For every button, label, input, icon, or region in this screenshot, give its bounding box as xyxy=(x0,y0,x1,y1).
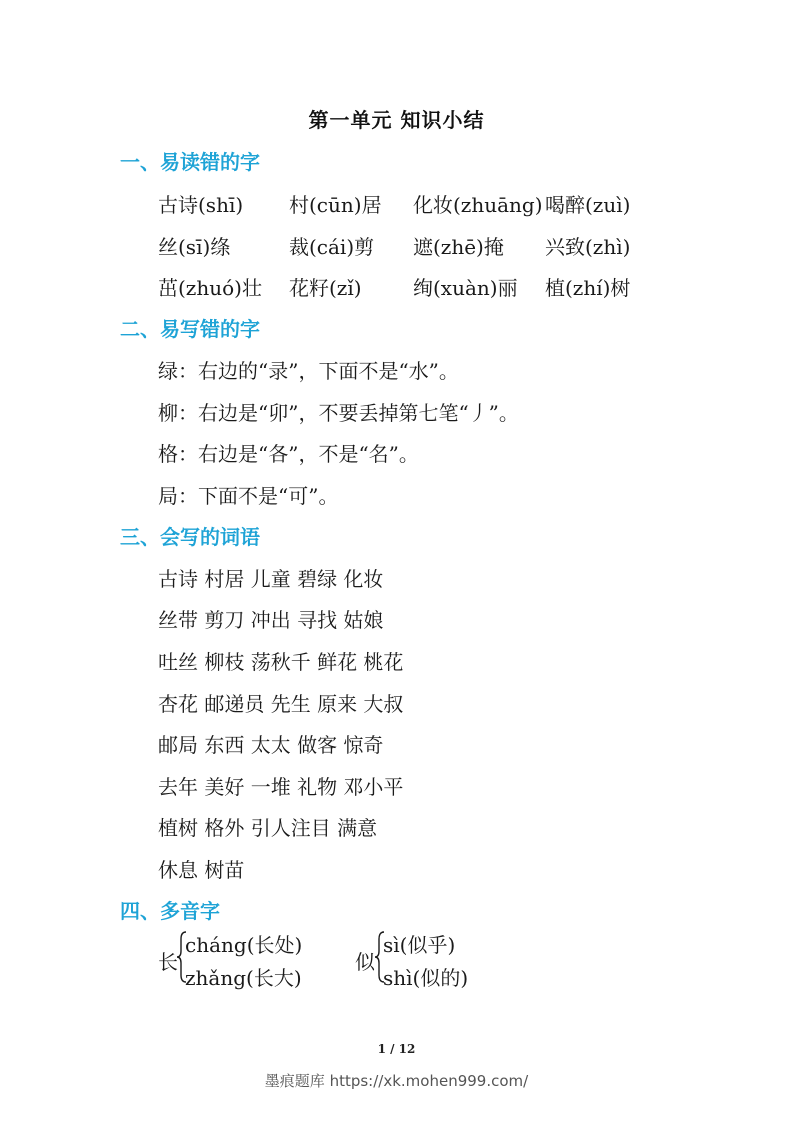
vocabulary-line: 吐丝 柳枝 荡秋千 鲜花 桃花 xyxy=(158,650,404,674)
vocabulary-line: 丝带 剪刀 冲出 寻找 姑娘 xyxy=(158,608,384,632)
misread-item: 丝(sī)绦 xyxy=(158,235,231,259)
vocabulary-line: 杏花 邮递员 先生 原来 大叔 xyxy=(158,692,404,716)
watermark: 墨痕题库 https://xk.mohen999.com/ xyxy=(264,1072,529,1090)
polyphonic-group xyxy=(158,929,358,989)
polyphonic-reading: cháng(长处) xyxy=(185,933,303,957)
misread-item: 喝醉(zuì) xyxy=(545,193,631,217)
misread-item: 绚(xuàn)丽 xyxy=(413,276,518,300)
section-heading-polyphonic: 四、多音字 xyxy=(120,899,220,923)
polyphonic-char: 长 xyxy=(158,950,178,974)
miswritten-line: 绿：右边的“录”，下面不是“水”。 xyxy=(158,359,459,383)
page-number: 1 / 12 xyxy=(377,1042,416,1056)
miswritten-line: 柳：右边是“卯”，不要丢掉第七笔“丿”。 xyxy=(158,401,519,425)
miswritten-line: 局：下面不是“可”。 xyxy=(158,484,339,508)
polyphonic-reading: shì(似的) xyxy=(383,966,469,990)
misread-item: 裁(cái)剪 xyxy=(289,235,375,259)
misread-item: 花籽(zǐ) xyxy=(289,276,362,300)
vocabulary-line: 去年 美好 一堆 礼物 邓小平 xyxy=(158,775,404,799)
misread-item: 化妆(zhuāng) xyxy=(413,193,543,217)
vocabulary-line: 休息 树苗 xyxy=(158,858,245,882)
polyphonic-char: 似 xyxy=(355,950,375,974)
section-heading-miswritten: 二、易写错的字 xyxy=(120,317,260,341)
polyphonic-group xyxy=(355,929,555,989)
section-heading-misread: 一、易读错的字 xyxy=(120,150,260,174)
misread-item: 古诗(shī) xyxy=(158,193,244,217)
misread-item: 遮(zhē)掩 xyxy=(413,235,504,259)
polyphonic-reading: zhǎng(长大) xyxy=(185,966,302,990)
vocabulary-line: 植树 格外 引人注目 满意 xyxy=(158,816,378,840)
misread-item: 村(cūn)居 xyxy=(289,193,382,217)
misread-item: 茁(zhuó)壮 xyxy=(158,276,262,300)
vocabulary-line: 邮局 东西 太太 做客 惊奇 xyxy=(158,733,384,757)
section-heading-vocabulary: 三、会写的词语 xyxy=(120,525,260,549)
miswritten-line: 格：右边是“各”，不是“名”。 xyxy=(158,442,419,466)
polyphonic-reading: sì(似乎) xyxy=(383,933,456,957)
page-title: 第一单元 知识小结 xyxy=(308,108,485,132)
misread-item: 植(zhí)树 xyxy=(545,276,631,300)
vocabulary-line: 古诗 村居 儿童 碧绿 化妆 xyxy=(158,567,384,591)
misread-item: 兴致(zhì) xyxy=(545,235,631,259)
